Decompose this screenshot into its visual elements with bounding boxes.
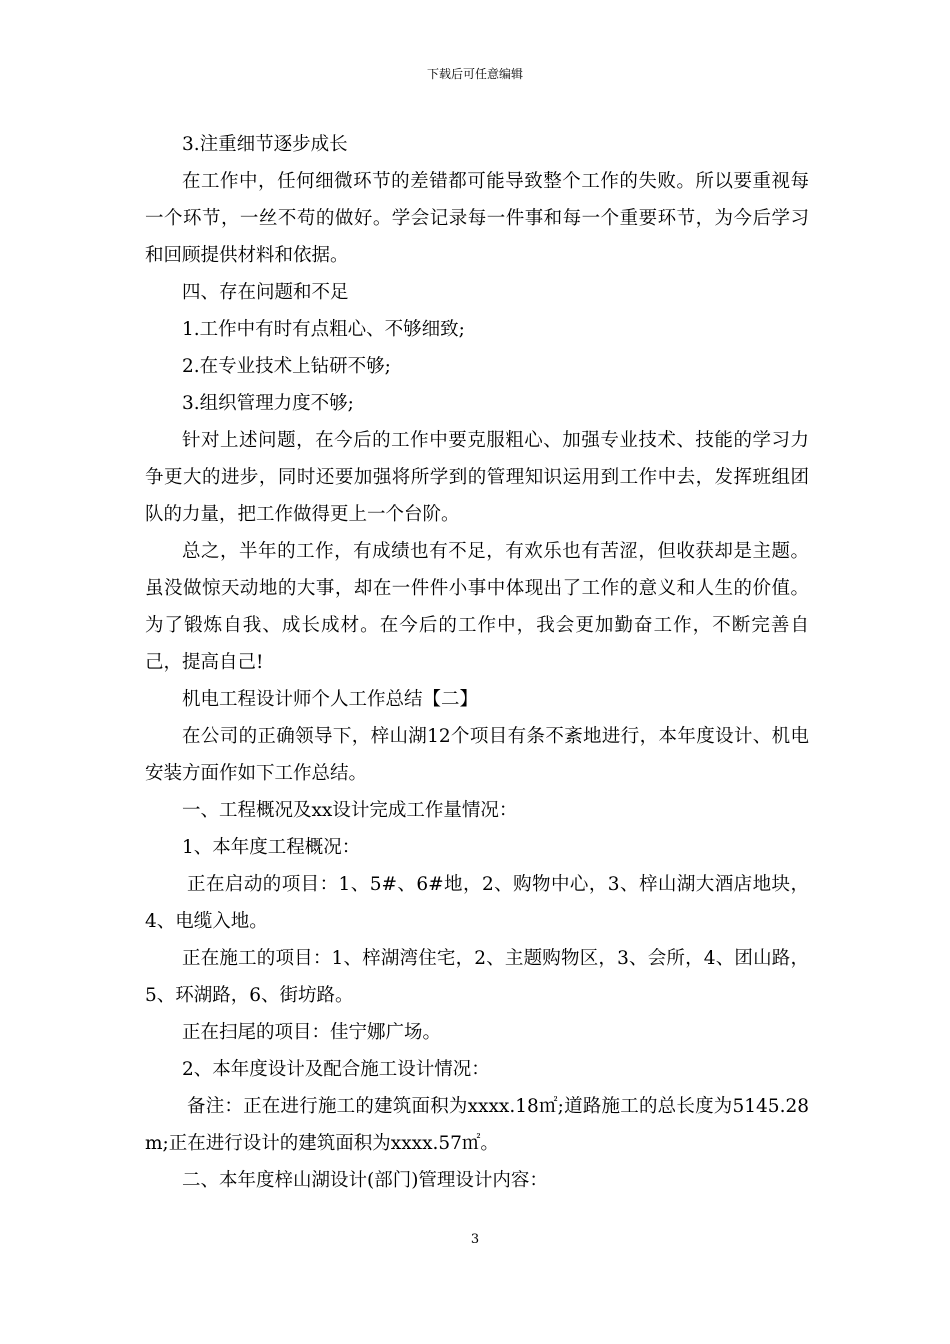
section-heading: 一、工程概况及xx设计完成工作量情况：: [182, 800, 518, 821]
subsection-heading: 1、本年度工程概况：: [182, 837, 361, 858]
section-heading: 四、存在问题和不足: [182, 282, 349, 303]
list-item: 1.工作中有时有点粗心、不够细致;: [182, 319, 465, 340]
page-header: 下载后可任意编辑: [426, 67, 523, 81]
subsection-heading: 2、本年度设计及配合施工设计情况：: [182, 1059, 490, 1080]
paragraph: 在工作中，任何细微环节的差错都可能导致整个工作的失败。所以要重视每一个环节，一丝不苟的做好。学会记录每一件事和每一个重要环节，为今后学习和回顾提供材料和依据。: [145, 171, 809, 266]
paragraph: 正在扫尾的项目：佳宁娜广场。: [182, 1022, 442, 1043]
list-item: 3.组织管理力度不够;: [182, 393, 354, 414]
list-item: 2.在专业技术上钻研不够;: [182, 356, 391, 377]
document-body: [145, 126, 809, 1199]
paragraph: 针对上述问题，在今后的工作中要克服粗心、加强专业技术、技能的学习力争更大的进步，同时还要加强将所学到的管理知识运用到工作中去，发挥班组团队的力量，把工作做得更上一个台阶。: [145, 430, 809, 525]
paragraph: 正在启动的项目：1、5#、6#地，2、购物中心，3、梓山湖大酒店地块，4、电缆入地。: [145, 874, 809, 932]
paragraph: 在公司的正确领导下，梓山湖12个项目有条不紊地进行，本年度设计、机电安装方面作如下工作总结。: [145, 726, 809, 784]
section-heading: 二、本年度梓山湖设计(部门)管理设计内容：: [182, 1170, 548, 1191]
page-number: 3: [470, 1232, 480, 1247]
document-subtitle: 机电工程设计师个人工作总结【二】: [182, 689, 479, 710]
note-paragraph: 备注：正在进行施工的建筑面积为xxxx.18㎡;道路施工的总长度为5145.28m;正在进行设计的建筑面积为xxxx.57㎡。: [145, 1096, 809, 1154]
paragraph: 总之，半年的工作，有成绩也有不足，有欢乐也有苦涩，但收获却是主题。虽没做惊天动地的大事，却在一件件小事中体现出了工作的意义和人生的价值。为了锻炼自我、成长成材。在今后的工作中，我会更加勤奋工作，不断完善自己，提高自己!: [145, 541, 809, 673]
paragraph: 正在施工的项目：1、梓湖湾住宅，2、主题购物区，3、会所，4、团山路，5、环湖路，6、街坊路。: [145, 948, 809, 1006]
paragraph: 3.注重细节逐步成长: [182, 134, 348, 155]
